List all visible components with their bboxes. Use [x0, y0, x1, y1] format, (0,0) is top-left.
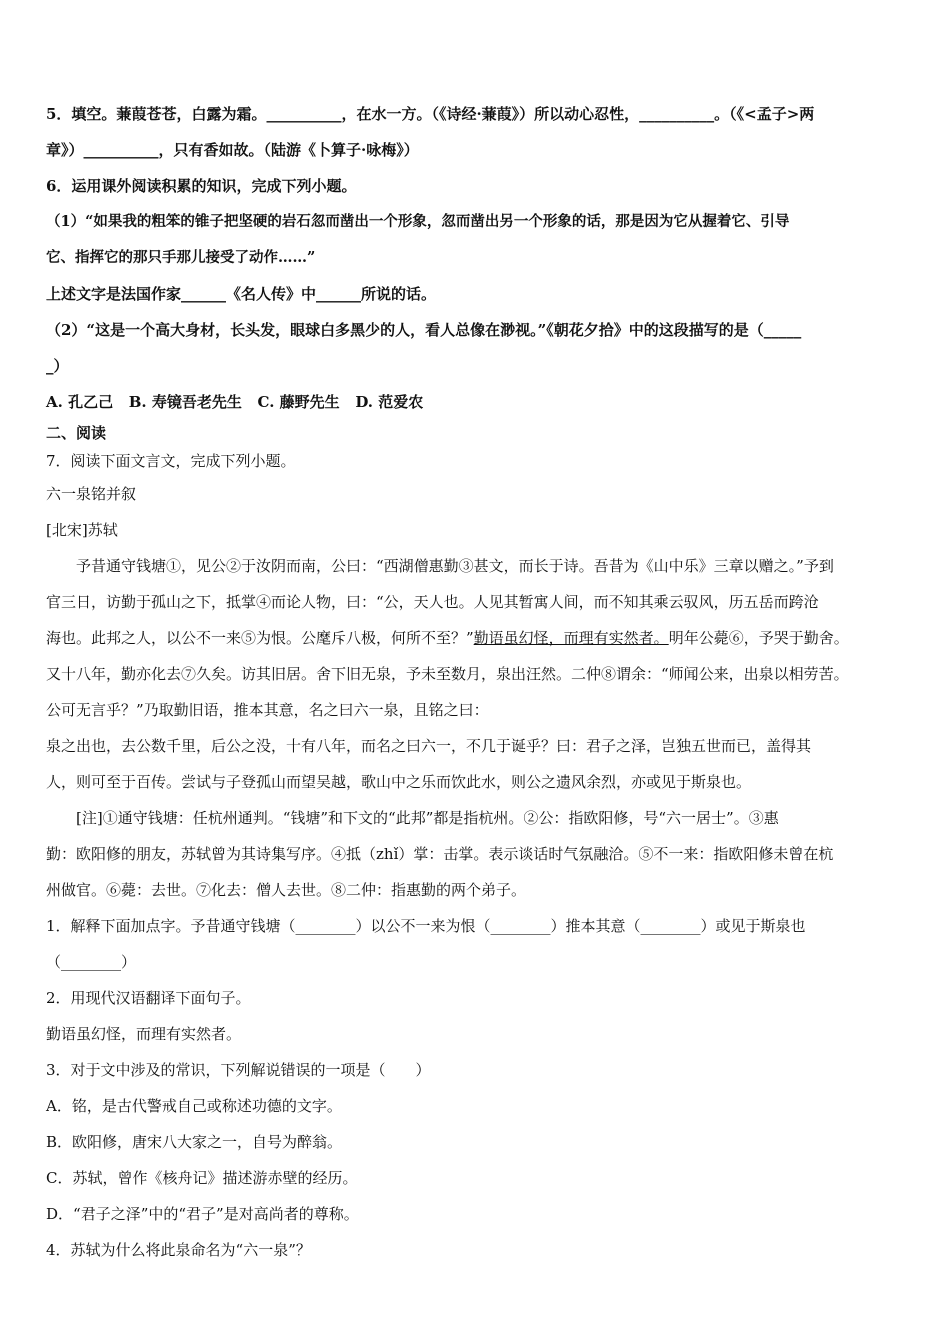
essay-para1-line-1: 予昔通守钱塘①，见公②于汝阴而南，公曰：“西湖僧惠勤③甚文，而长于诗。吾昔为《山中乐》三章以赠之。”予到	[76, 557, 834, 575]
q6-options: A. 孔乙己 B. 寿镜吾老先生 C. 藤野先生 D. 范爱农	[46, 393, 424, 411]
essay-author: [北宋]苏轼	[46, 521, 118, 539]
para1-line3-text-a: 海也。此邦之人，以公不一来⑤为恨。公麾斥八极，何所不至？”	[46, 629, 474, 647]
sub-question-1-line-2: （________）	[46, 953, 137, 971]
notes-line-2: 勤：欧阳修的朋友，苏轼曾为其诗集写序。④抵（zhǐ）掌：击掌。表示谈话时气氛融洽。⑤不一来：指欧阳修未曾在杭	[46, 845, 834, 863]
sub-question-4: 4．苏轼为什么将此泉命名为“六一泉”？	[46, 1241, 311, 1259]
option-d: D．“君子之泽”中的“君子”是对高尚者的尊称。	[46, 1205, 359, 1223]
essay-para2-line-1: 泉之出也，去公数千里，后公之没，十有八年，而名之曰六一，不几于诞乎？曰：君子之泽，岂独五世而已，盖得其	[46, 737, 812, 755]
option-c: C．苏轼，曾作《核舟记》描述游赤壁的经历。	[46, 1169, 358, 1187]
sub-question-3: 3．对于文中涉及的常识，下列解说错误的一项是（ ）	[46, 1061, 431, 1079]
sub-question-2: 2．用现代汉语翻译下面句子。	[46, 989, 251, 1007]
essay-para1-line-4: 又十八年，勤亦化去⑦久矣。访其旧居。舍下旧无泉，予未至数月，泉出汪然。二仲⑧谓余：“师闻公来，出泉以相劳苦。	[46, 665, 849, 683]
essay-para2-line-2: 人，则可至于百传。尝试与子登孤山而望吴越，歌山中之乐而饮此水，则公之遗风余烈，亦或见于斯泉也。	[46, 773, 752, 791]
q6-question-2-line-2: _）	[46, 357, 69, 375]
section-heading: 二、阅读	[46, 424, 107, 442]
notes-line-1: [注]①通守钱塘：任杭州通判。“钱塘”和下文的“此邦”都是指杭州。②公：指欧阳修，号“六一居士”。③惠	[76, 809, 779, 827]
sub-question-1-line-1: 1．解释下面加点字。予昔通守钱塘（________）以公不一来为恨（________）推本其意（________）或见于斯泉也	[46, 917, 806, 935]
q6-question-1: 上述文字是法国作家______《名人传》中______所说的话。	[46, 285, 437, 303]
document-page	[46, 96, 908, 1268]
q6-title: 6．运用课外阅读积累的知识，完成下列小题。	[46, 177, 357, 195]
q6-passage-line-2: 它、指挥它的那只手那儿接受了动作……”	[46, 249, 316, 266]
notes-line-3: 州做官。⑥薨：去世。⑦化去：僧人去世。⑧二仲：指惠勤的两个弟子。	[46, 881, 527, 899]
sub-question-2-sentence: 勤语虽幻怪，而理有实然者。	[46, 1025, 242, 1043]
essay-para1-line-2: 官三日，访勤于孤山之下，抵掌④而论人物，曰：“公，天人也。人见其暂寓人间，而不知其乘云驭风，历五岳而跨沧	[46, 593, 819, 611]
q5-line-2: 章》）__________，只有香如故。（陆游《卜算子·咏梅》）	[46, 141, 419, 159]
option-b: B．欧阳修，唐宋八大家之一，自号为醉翁。	[46, 1133, 343, 1151]
q6-passage-line-1: （1）“如果我的粗笨的锥子把坚硬的岩石忽而凿出一个形象，忽而凿出另一个形象的话，那是因为它从握着它、引导	[46, 213, 790, 230]
essay-para1-line-3	[46, 620, 908, 656]
essay-title: 六一泉铭并叙	[46, 485, 137, 503]
underlined-sentence: 勤语虽幻怪，而理有实然者。	[473, 629, 669, 647]
q7-title: 7．阅读下面文言文，完成下列小题。	[46, 452, 296, 470]
q6-question-2-line-1: （2）“这是一个高大身材，长头发，眼球白多黑少的人，看人总像在渺视。”《朝花夕拾》中的这段描写的是（_____	[46, 321, 802, 339]
essay-para1-line-5: 公可无言乎？”乃取勤旧语，推本其意，名之曰六一泉，且铭之曰：	[46, 701, 489, 719]
option-a: A．铭，是古代警戒自己或称述功德的文字。	[46, 1097, 342, 1115]
q5-line-1: 5．填空。蒹葭苍苍，白露为霜。__________，在水一方。（《诗经·蒹葭》）所以动心忍性，__________。（《<孟子>两	[46, 105, 815, 123]
para1-line3-text-b: 明年公薨⑥，予哭于勤舍。	[668, 629, 849, 647]
